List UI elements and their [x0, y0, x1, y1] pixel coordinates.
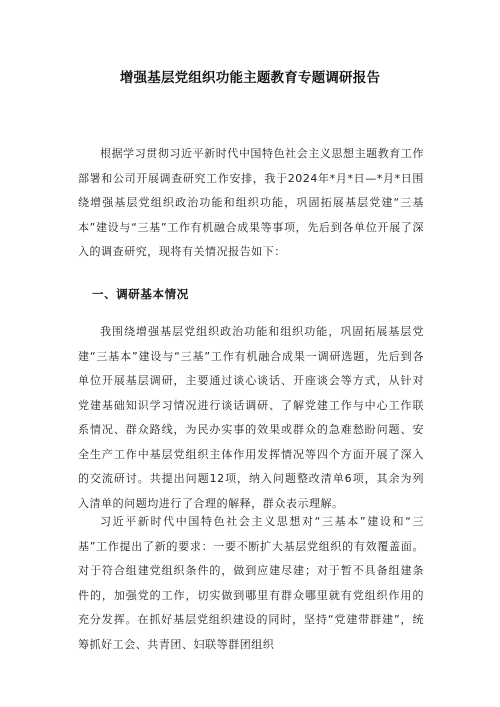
survey-paragraph: 我围绕增强基层党组织政治功能和组织功能，巩固拓展基层党建“三基本”建设与“三基”工作有机融合成果一调研选题，先后到各单位开展基层调研，主要通过谈心谈话、开座谈会等方式，从针对党建基础知识学习情况进行谈话调研、了解党建工作与中心工作联系情况、群众路线，为民办实事的效果或群众的急难愁盼问题、安全生产工作中基层党组织主体作用发挥情况等四个方面开展了深入的交流研讨。共提出问题12项，纳入问题整改清单6项，其余为列入清单的问题均进行了合理的解释，群众表示理解。 — [78, 325, 424, 510]
page-title: 增强基层党组织功能主题教育专题调研报告 — [119, 70, 381, 86]
intro-paragraph: 根据学习贯彻习近平新时代中国特色社会主义思想主题教育工作部署和公司开展调查研究工作安排，我于2024年*月*日—*月*日围绕增强基层党组织政治功能和组织功能，巩固拓展基层党建“三基本”建设与“三基”工作有机融合成果等事项，先后到各单位开展了深入的调查研究，现将有关情况报告如下： — [78, 147, 424, 258]
requirements-paragraph: 习近平新时代中国特色社会主义思想对“三基本”建设和“三基”工作提出了新的要求：一要不断扩大基层党组织的有效覆盖面。对于符合组建党组织条件的，做到应建尽建；对于暂不具备组建条件的，加强党的工作，切实做到哪里有群众哪里就有党组织作用的充分发挥。在抓好基层党组织建设的同时，坚持“党建带群建”，统筹抓好工会、共青团、妇联等群团组织 — [78, 515, 424, 651]
section-heading: 一、调研基本情况 — [92, 287, 189, 301]
